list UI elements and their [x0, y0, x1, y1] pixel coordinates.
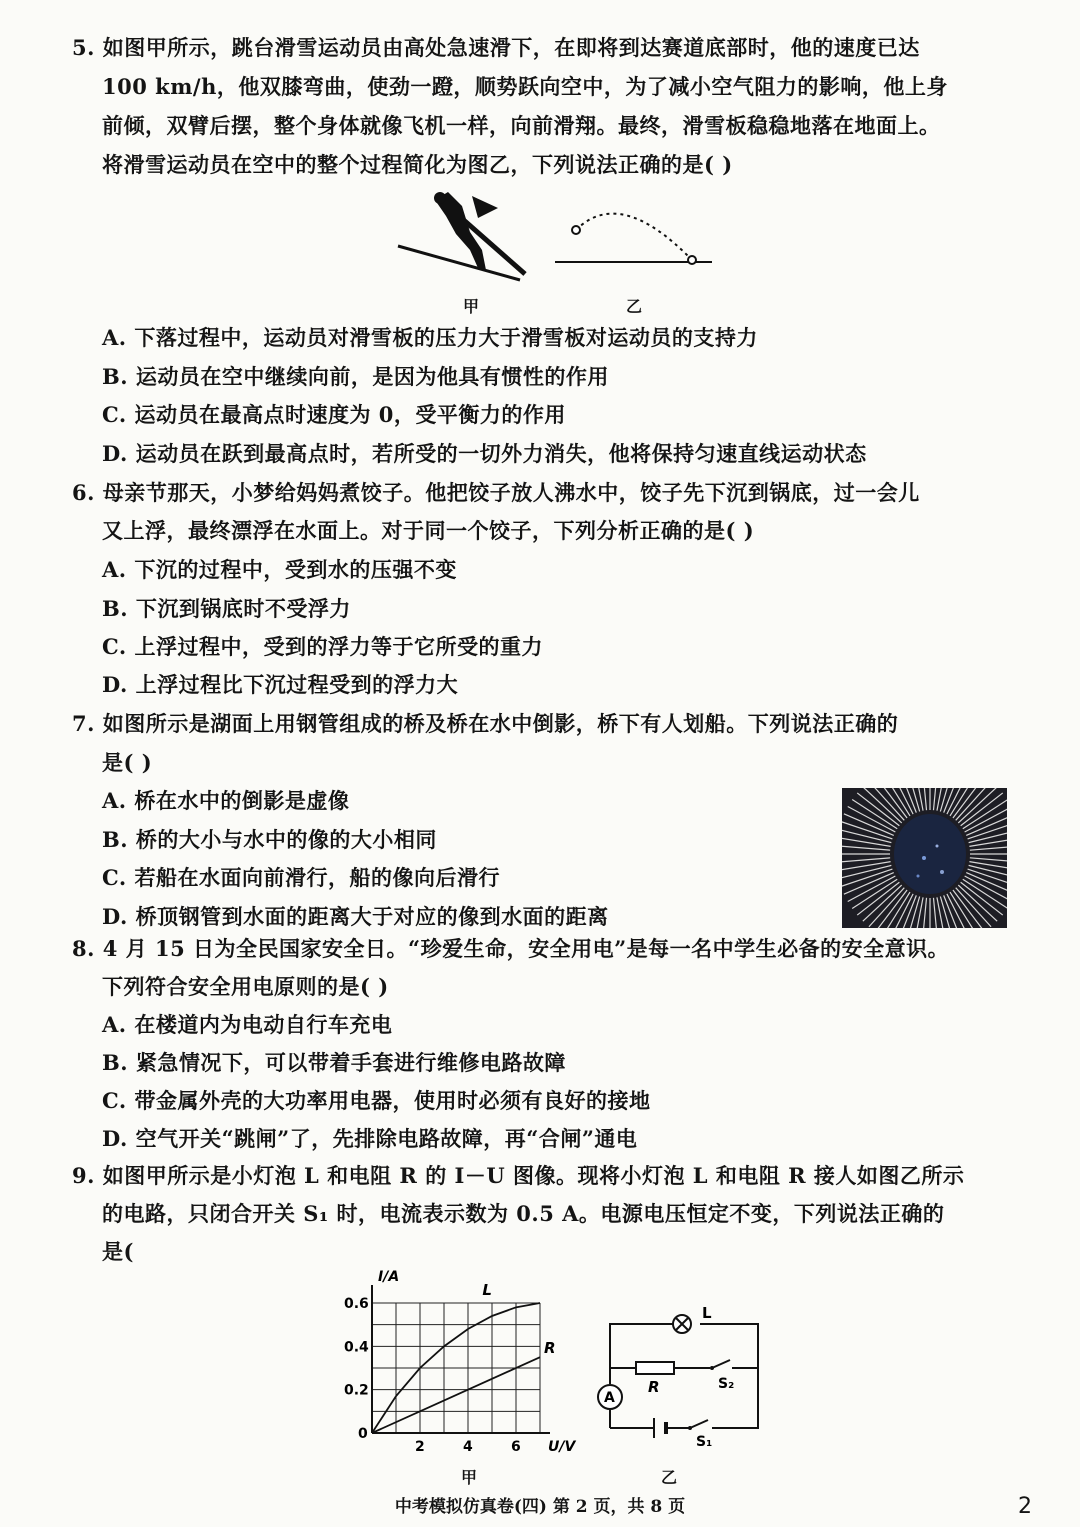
- bridge-pipe: [961, 882, 1003, 915]
- resistor-label: R: [648, 1378, 660, 1396]
- bridge-pipe: [963, 800, 1007, 829]
- q9-fig-b-caption: 乙: [661, 1468, 678, 1487]
- iu-graph: [330, 1268, 590, 1463]
- chart-labels: [344, 1269, 576, 1455]
- ski-jumper-figure: [398, 192, 525, 280]
- x-tick-label: 6: [511, 1439, 521, 1455]
- bridge-pipe: [970, 858, 1007, 862]
- bridge-pipe: [970, 846, 1007, 850]
- chart-grid: [372, 1285, 550, 1433]
- y-tick-label: 0.6: [344, 1296, 369, 1312]
- q7-option-b: B. 桥的大小与水中的像的大小相同: [102, 827, 437, 852]
- q7-option-a: A. 桥在水中的倒影是虚像: [102, 788, 350, 813]
- q9-fig-a-caption: 甲: [461, 1468, 478, 1487]
- bridge-pipe: [852, 800, 897, 829]
- bridge-pipe: [944, 895, 963, 928]
- q7-option-c: C. 若船在水面向前滑行，船的像向后滑行: [102, 865, 500, 890]
- q9-line-3: 是(: [102, 1239, 134, 1264]
- q9-line-2: 的电路，只闭合开关 S₁ 时，电流表示数为 0.5 A。电源电压恒定不变，下列说法正确的: [102, 1201, 945, 1226]
- q7-line-2: 是( ): [102, 750, 153, 775]
- switch-s2-label: S₂: [718, 1376, 735, 1392]
- resistor-symbol: [636, 1362, 674, 1374]
- bridge-pipe: [898, 895, 917, 928]
- page-number: 2: [1018, 1494, 1032, 1519]
- bridge-pipe: [961, 793, 1003, 826]
- origin-label: 0: [358, 1426, 368, 1442]
- switch-s1-label: S₁: [696, 1434, 713, 1448]
- bridge-pipe: [842, 846, 890, 850]
- q5-figures: [390, 188, 720, 288]
- trajectory-figure: [555, 214, 712, 264]
- bridge-pipe: [963, 879, 1007, 908]
- q5-line-3: 前倾，双臂后摆，整个身体就像飞机一样，向前滑翔。最终，滑雪板稳稳地落在地面上。: [102, 113, 941, 138]
- bridge-pipe: [969, 838, 1007, 847]
- q6-option-b: B. 下沉到锅底时不受浮力: [102, 596, 351, 621]
- bridge-pipe: [968, 869, 1007, 886]
- q5-line-4: 将滑雪运动员在空中的整个过程简化为图乙，下列说法正确的是( ): [102, 152, 733, 177]
- circuit-diagram: [592, 1298, 772, 1448]
- ammeter-label: A: [604, 1390, 615, 1406]
- bridge-pipe: [857, 882, 899, 915]
- lamp-label: L: [702, 1304, 712, 1322]
- y-tick-label: 0.2: [344, 1382, 369, 1399]
- y-tick-label: 0.4: [344, 1339, 369, 1356]
- page-footer: 中考模拟仿真卷(四) 第 2 页，共 8 页: [394, 1497, 686, 1517]
- bridge-pipe: [842, 862, 891, 871]
- y-axis-label: I/A: [378, 1269, 400, 1285]
- q5-option-c: C. 运动员在最高点时速度为 0，受平衡力的作用: [102, 402, 566, 427]
- q7-option-d: D. 桥顶钢管到水面的距离大于对应的像到水面的距离: [102, 904, 609, 929]
- lamp-symbol: [673, 1315, 691, 1333]
- q8-option-b: B. 紧急情况下，可以带着手套进行维修电路故障: [102, 1050, 566, 1075]
- q8-option-a: A. 在楼道内为电动自行车充电: [102, 1012, 393, 1037]
- x-tick-label: 4: [463, 1439, 473, 1455]
- series-label-L: L: [482, 1281, 492, 1299]
- q6-line-2: 又上浮，最终漂浮在水面上。对于同一个饺子，下列分析正确的是( ): [102, 518, 755, 543]
- bridge-reflection-photo: [842, 788, 1007, 928]
- q7-line-1: 7. 如图所示是湖面上用钢管组成的桥及桥在水中倒影，桥下有人划船。下列说法正确的: [72, 711, 899, 736]
- series-label-R: R: [544, 1339, 556, 1358]
- x-tick-label: 2: [415, 1439, 425, 1455]
- switch-s1-symbol: [688, 1420, 708, 1430]
- q5-line-1: 5. 如图甲所示，跳台滑雪运动员由高处急速滑下，在即将到达赛道底部时，他的速度已达: [72, 35, 920, 60]
- bridge-pipe: [857, 793, 899, 826]
- q5-fig-a-caption: 甲: [463, 297, 480, 316]
- q8-option-c: C. 带金属外壳的大功率用电器，使用时必须有良好的接地: [102, 1088, 651, 1113]
- switch-s2-symbol: [710, 1360, 730, 1370]
- bridge-pipe: [842, 858, 890, 862]
- q5-line-2: 100 km/h，他双膝弯曲，使劲一蹬，顺势跃向空中，为了减小空气阻力的影响，他上身: [102, 74, 948, 99]
- battery-symbol: [654, 1418, 666, 1438]
- q5-option-b: B. 运动员在空中继续向前，是因为他具有惯性的作用: [102, 364, 609, 389]
- bridge-pipe: [968, 822, 1007, 839]
- q5-option-a: A. 下落过程中，运动员对滑雪板的压力大于滑雪板对运动员的支持力: [102, 325, 758, 350]
- q5-fig-b-caption: 乙: [626, 297, 643, 316]
- bridge-pipe: [852, 879, 897, 908]
- q8-line-2: 下列符合安全用电原则的是( ): [102, 974, 389, 999]
- x-axis-label: U/V: [548, 1439, 576, 1455]
- q6-option-a: A. 下沉的过程中，受到水的压强不变: [102, 557, 457, 582]
- q6-line-1: 6. 母亲节那天，小梦给妈妈煮饺子。他把饺子放人沸水中，饺子先下沉到锅底，过一会儿: [72, 480, 920, 505]
- bridge-pipe: [842, 838, 891, 847]
- bridge-pipe: [969, 862, 1007, 871]
- q8-line-1: 8. 4 月 15 日为全民国家安全日。“珍爱生命，安全用电”是每一名中学生必备的安全意识。: [72, 936, 950, 961]
- q6-option-d: D. 上浮过程比下沉过程受到的浮力大: [102, 672, 459, 697]
- q8-option-d: D. 空气开关“跳闸”了，先排除电路故障，再“合闸”通电: [102, 1126, 638, 1151]
- q5-option-d: D. 运动员在跃到最高点时，若所受的一切外力消失，他将保持匀速直线运动状态: [102, 441, 867, 466]
- q6-option-c: C. 上浮过程中，受到的浮力等于它所受的重力: [102, 634, 543, 659]
- q9-line-1: 9. 如图甲所示是小灯泡 L 和电阻 R 的 I－U 图像。现将小灯泡 L 和电阻 R 接人如图乙所示: [72, 1163, 965, 1188]
